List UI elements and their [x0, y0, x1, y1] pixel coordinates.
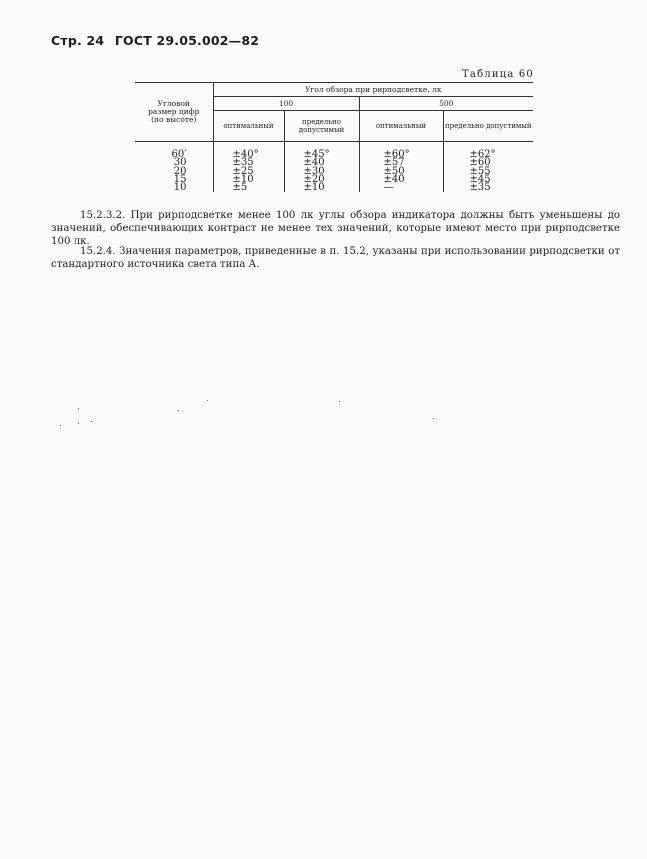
table-cell: ±45° [303, 149, 330, 160]
column-header-line: предельно [302, 117, 341, 126]
scan-speck [78, 408, 79, 409]
table-cell: 30 [173, 157, 187, 169]
paragraph-text: 15.2.4. Значения параметров, приведенные в п. 15.2, указаны при использовании рирподсветки от стандартного источника света типа А. [51, 246, 620, 270]
table-cell: ±5 [232, 182, 248, 194]
table-cell: 60′ [171, 149, 187, 160]
table-cell: ±40 [303, 157, 325, 169]
scan-speck [60, 425, 61, 426]
group-header: Угол обзора при рирподсветке, лк [213, 83, 533, 97]
paragraph-15-2-3-2 [51, 209, 620, 248]
table-cell: ±45 [469, 173, 491, 185]
table-cell: ±10 [232, 173, 254, 185]
scan-speck [91, 421, 92, 422]
table-cell: ±35 [232, 157, 254, 169]
column-header-limit-100 [284, 111, 359, 142]
table-cell: 20 [173, 165, 187, 177]
scan-speck [433, 418, 434, 419]
page-number: Стр. 24 [51, 33, 105, 48]
table-cell: ±40° [232, 149, 259, 160]
table-cell: ±30 [303, 165, 325, 177]
scan-speck [339, 401, 340, 402]
table-cell: ±60 [469, 157, 491, 169]
table-cell: ±40 [383, 173, 405, 185]
column-header-line: допустимый [298, 126, 345, 134]
table-cell: ±57 [383, 157, 405, 169]
column-header-line: оптимальный [375, 121, 427, 130]
table-cell: ±50 [383, 165, 405, 177]
lux-header-100: 100 [213, 97, 359, 111]
limit-100-column [284, 142, 359, 193]
column-header-optimal-500 [359, 111, 443, 142]
table-cell: ±25 [232, 165, 254, 177]
scan-speck [178, 410, 179, 411]
table-cell: ±62° [469, 149, 496, 160]
paragraph-15-2-4 [51, 245, 620, 271]
paragraph-text: 15.2.3.2. При рирподсветке менее 100 лк углы обзора индикатора должны быть уменьшены до значений, обеспечивающих контраст не менее тех значений, которые имеют место при рирподсветке 100 лк. [51, 210, 620, 247]
table-cell: 15 [173, 173, 187, 185]
optimal-500-column [359, 142, 443, 193]
table-cell: ±10 [303, 182, 325, 194]
column-header-line: оптимальный [223, 121, 274, 130]
row-header-line: размер цифр [148, 107, 200, 116]
table-cell: ±60° [383, 149, 410, 160]
table-cell: — [383, 182, 394, 194]
limit-500-column [443, 142, 533, 193]
column-header-optimal-100 [213, 111, 284, 142]
size-column [135, 142, 213, 193]
table-cell: ±35 [469, 182, 491, 194]
row-header-line: Угловой [157, 99, 190, 108]
page-header [51, 33, 265, 48]
optimal-100-column [213, 142, 284, 193]
viewing-angle-table [135, 82, 533, 192]
row-header-line: (по высоте) [151, 115, 197, 124]
row-header [135, 83, 213, 142]
column-header-line: предельно допустимый [444, 121, 532, 130]
scan-speck [207, 400, 208, 401]
table-cell: ±20 [303, 173, 325, 185]
lux-header-500: 500 [359, 97, 533, 111]
standard-number: ГОСТ 29.05.002—82 [114, 33, 260, 48]
scan-speck [78, 423, 79, 424]
table-caption: Таблица 60 [462, 69, 534, 80]
table-cell: 10 [173, 182, 187, 194]
table-cell: ±55 [469, 165, 491, 177]
column-header-limit-500 [443, 111, 533, 142]
